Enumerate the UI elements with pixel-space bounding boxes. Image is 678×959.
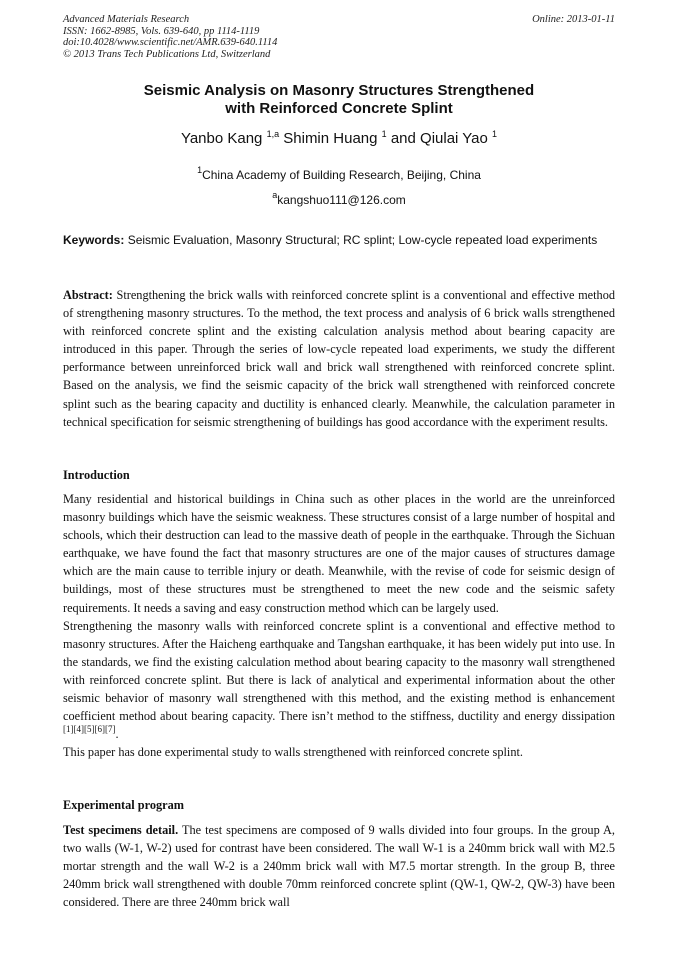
- intro-paragraph-3: This paper has done experimental study to walls strengthened with reinforced concrete splint.: [63, 745, 523, 760]
- keywords-label: Keywords:: [63, 233, 125, 247]
- abstract-text: Strengthening the brick walls with reinforced concrete splint is a conventional and effective method of strengthening masonry structures. To the method, the text process and analysis of 6 brick walls strengthened with reinforced concrete splint and the existing calculation analysis method about bearing capacity are introduced in this paper. Through the series of low-cycle repeated load experiments, we study the different performance between unreinforced brick wall and brick wall strengthened with reinforced concrete splint. Based on the analysis, we find the seismic capacity of the brick wall strengthened with reinforced concrete splint such as the bearing capacity and ductility is enhanced clearly. Meanwhile, the calculation parameter in technical specification for seismic strengthening of buildings has good accordance with the experiment results.: [63, 288, 615, 429]
- affiliation-mark: 1: [197, 165, 203, 175]
- title-line-1: Seismic Analysis on Masonry Structures Strengthened: [143, 82, 535, 99]
- abstract-label: Abstract:: [63, 288, 113, 302]
- journal-name: Advanced Materials Research: [63, 14, 190, 25]
- introduction-body: [63, 490, 615, 761]
- affiliation: [63, 165, 615, 182]
- keywords: [63, 231, 615, 249]
- test-specimens-label: Test specimens detail.: [63, 823, 179, 837]
- paper-title: [63, 82, 615, 117]
- author-email: [63, 190, 615, 207]
- journal-header: [63, 14, 615, 60]
- experimental-body: [63, 821, 615, 911]
- title-line-2: with Reinforced Concrete Splint: [225, 99, 453, 117]
- author-1-affil: 1,a: [266, 129, 280, 139]
- abstract: [63, 286, 615, 431]
- introduction-heading: Introduction: [63, 468, 130, 482]
- author-2-affil: 1: [381, 129, 387, 139]
- keywords-text: Seismic Evaluation, Masonry Structural; RC splint; Low-cycle repeated load experiments: [124, 233, 598, 247]
- email-text: kangshuo111@126.com: [277, 193, 406, 207]
- experimental-heading: Experimental program: [63, 798, 185, 812]
- author-1: Yanbo Kang: [180, 130, 263, 147]
- intro-paragraph-1: Many residential and historical buildings in China such as other places in the world are the unreinforced masonry buildings which have the seismic weakness. These structures consist of a large number of hospital and schools, which their destruction can lead to the massive death of people in the earthquake. Through the Sichuan earthquake, we have found the fact that masonry structures are one of the major causes of structures damage which are the main cause to terrible injury or death. Meanwhile, with the revise of code for seismic design of buildings, most of these structures must be strengthened to meet the new code and the seismic safety requirements. It needs a saving and easy construction method which can be largely used.: [63, 492, 615, 615]
- intro-paragraph-2-text: Strengthening the masonry walls with reinforced concrete splint is a conventional and effective method to masonry structures. After the Haicheng earthquake and Tangshan earthquake, it has been widely put into use. In the standards, we find the existing calculation method about bearing capacity to the masonry wall strengthened with reinforced concrete splint. But there is lack of analytical and experimental information about the other seismic behavior of masonry wall strengthened with this method, and the existing method is enhancement coefficient method about bearing capacity. There isn’t method to the stiffness, ductility and energy dissipation: [63, 618, 615, 724]
- author-2: Shimin Huang: [279, 130, 378, 147]
- test-specimens-text: The test specimens are composed of 9 walls divided into four groups. In the group A, two walls (W-1, W-2) used for contrast have been considered. The wall W-1 is a 240mm brick wall with M2.5 mortar strength and the wall W-2 is a 240mm brick wall with M7.5 mortar strength. In the group B, three 240mm brick wall strengthened with double 70mm reinforced concrete splint (QW-1, QW-2, QW-3) have been considered. There are three 240mm brick wall: [63, 823, 615, 910]
- author-3-affil: 1: [492, 129, 498, 139]
- author-list: [63, 130, 615, 148]
- affiliation-text: China Academy of Building Research, Beijing, China: [202, 168, 481, 182]
- email-mark: a: [272, 190, 278, 200]
- online-date: Online: 2013-01-11: [532, 14, 615, 25]
- copyright-line: © 2013 Trans Tech Publications Ltd, Switzerland: [63, 48, 271, 60]
- doi-line: doi:10.4028/www.scientific.net/AMR.639-640.1114: [63, 37, 278, 48]
- intro-paragraph-2-end: .: [115, 727, 119, 742]
- intro-paragraph-2: [63, 617, 615, 744]
- citation-refs: [1][4][5][6][7]: [63, 724, 116, 735]
- issn-line: ISSN: 1662-8985, Vols. 639-640, pp 1114-1119: [63, 25, 260, 37]
- author-3: and Qiulai Yao: [386, 130, 488, 147]
